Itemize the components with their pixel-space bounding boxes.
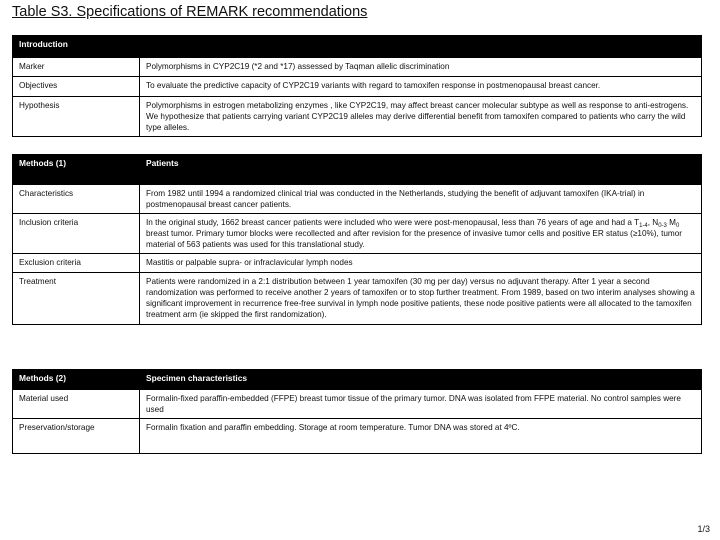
row-label: Hypothesis [13, 97, 140, 137]
row-value: Polymorphisms in CYP2C19 (*2 and *17) assessed by Taqman allelic discrimination [140, 58, 702, 77]
table-row [13, 185, 702, 214]
table-row [13, 254, 702, 273]
methods-2-table [12, 369, 702, 454]
n-subscript: 0-3 [658, 223, 667, 229]
table-header-row [13, 36, 702, 58]
page-title: Table S3. Specifications of REMARK recommendations [12, 4, 368, 20]
header-cell: Specimen characteristics [140, 370, 702, 390]
table-header-row [13, 155, 702, 185]
table-row [13, 419, 702, 454]
inclusion-text: breast tumor. Primary tumor blocks were recollected and after revision for the presence of invasive tumor cells and positive ER status (≥10%), tumor material of 563 patients was used for this translational study. [146, 229, 682, 249]
m-subscript: 0 [676, 223, 680, 229]
introduction-table [12, 35, 702, 137]
row-label: Exclusion criteria [13, 254, 140, 273]
row-value: Formalin-fixed paraffin-embedded (FFPE) breast tumor tissue of the primary tumor. DNA was isolated from FFPE material. No control samples were used [140, 390, 702, 419]
t-subscript: 1-4 [639, 223, 648, 229]
header-cell: Methods (2) [13, 370, 140, 390]
header-cell [140, 36, 702, 58]
row-label: Preservation/storage [13, 419, 140, 454]
table-header-row [13, 370, 702, 390]
inclusion-text: , N [647, 218, 659, 227]
inclusion-text: M [666, 218, 676, 227]
table-row [13, 58, 702, 77]
header-cell: Methods (1) [13, 155, 140, 185]
header-cell: Patients [140, 155, 702, 185]
row-label: Inclusion criteria [13, 214, 140, 254]
row-label: Treatment [13, 273, 140, 325]
table-row [13, 77, 702, 97]
table-row [13, 214, 702, 254]
inclusion-text: In the original study, 1662 breast cancer patients were included who were were post-menopausal, less than 76 years of age and had a T [146, 218, 640, 227]
row-label: Marker [13, 58, 140, 77]
row-value: Patients were randomized in a 2:1 distribution between 1 year tamoxifen (30 mg per day) versus no adjuvant therapy. After 1 year a second randomization was performed to receive another 2 years of tamoxifen or to stop further treatment. From 1989, based on two interim analyses showing a significant improvement in recurrence free-free survival in lymph node positive patients, these node positive patients were all allocated to the tamoxifen treatment arm (ie skipped the first randomization). [140, 273, 702, 325]
row-label: Material used [13, 390, 140, 419]
methods-1-table [12, 154, 702, 325]
table-row [13, 273, 702, 325]
row-value [140, 214, 702, 254]
row-value: To evaluate the predictive capacity of CYP2C19 variants with regard to tamoxifen response in postmenopausal breast cancer. [140, 77, 702, 97]
table-row [13, 390, 702, 419]
row-label: Objectives [13, 77, 140, 97]
row-value: From 1982 until 1994 a randomized clinical trial was conducted in the Netherlands, studying the benefit of adjuvant tamoxifen (IKA-trial) in postmenopausal breast cancer patients. [140, 185, 702, 214]
table-row [13, 97, 702, 137]
row-label: Characteristics [13, 185, 140, 214]
header-cell: Introduction [13, 36, 140, 58]
page-number: 1/3 [697, 524, 710, 534]
row-value: Polymorphisms in estrogen metabolizing enzymes , like CYP2C19, may affect breast cancer molecular subtype as well as response to anti-estrogens. We hypothesize that patients carrying variant CYP2C19 alleles may derive differential benefit from tamoxifen compared to patients who carry the wild type alleles. [140, 97, 702, 137]
row-value: Formalin fixation and paraffin embedding. Storage at room temperature. Tumor DNA was stored at 4ºC. [140, 419, 702, 454]
row-value: Mastitis or palpable supra- or infraclavicular lymph nodes [140, 254, 702, 273]
